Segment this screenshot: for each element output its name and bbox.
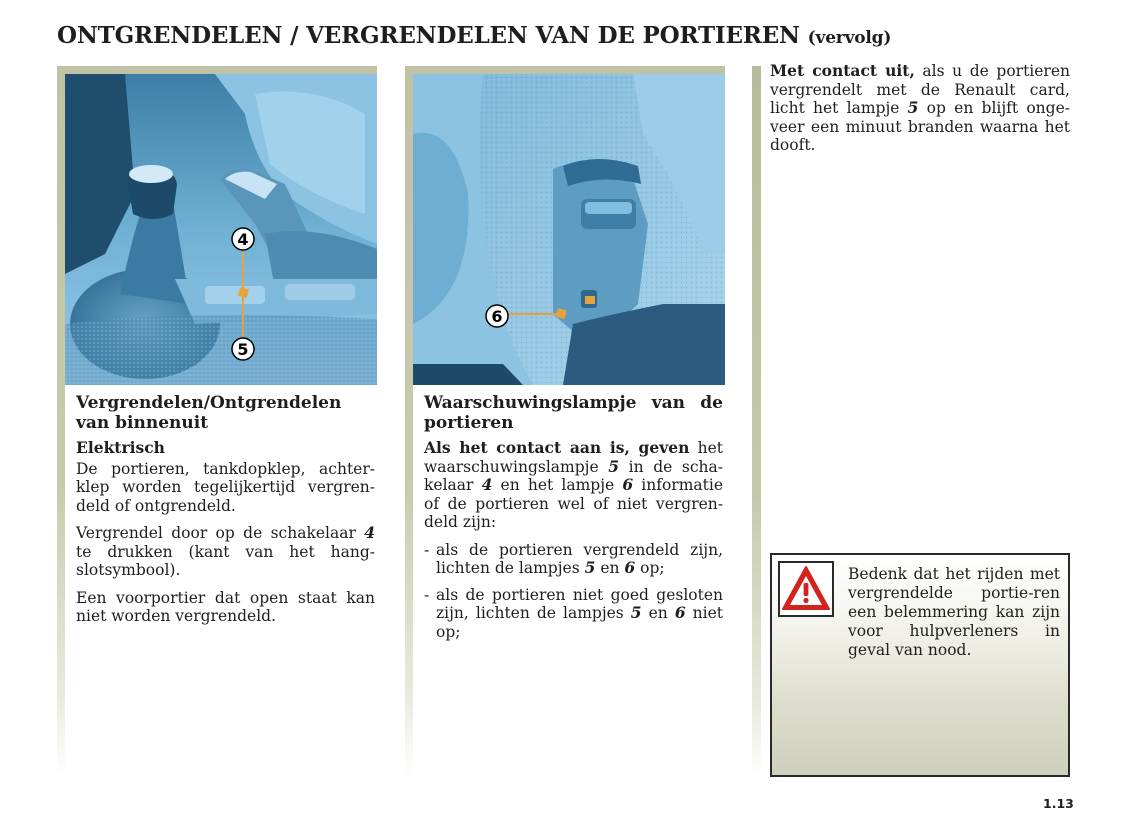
paragraph-lock-switch	[76, 524, 375, 580]
column-sidebar	[405, 66, 413, 778]
column-interior-locking	[57, 66, 377, 778]
list-item	[424, 541, 723, 578]
text-span: op;	[635, 559, 665, 577]
paragraph-contact-on	[424, 439, 723, 532]
paragraph-contact-off	[770, 62, 1070, 155]
list-item	[424, 586, 723, 642]
text-span: het waarschuwingslampje	[424, 439, 724, 476]
page-title-continued: (vervolg)	[807, 28, 892, 48]
text-span: en	[641, 604, 675, 622]
column-2-text	[424, 393, 723, 649]
paragraph-open-door-note: Een voorportier dat open staat kan niet worden vergrendeld.	[76, 588, 375, 625]
reference-number: 4	[364, 523, 375, 542]
column-3-text	[770, 62, 1070, 164]
text-span: als u de portieren vergrendelt met de Renault card, licht het lampje	[770, 62, 1070, 117]
text-span: Vergrendel door op de schakelaar	[76, 524, 365, 542]
text-span: niet op;	[436, 604, 724, 641]
page-title-main: ONTGRENDELEN / VERGRENDELEN VAN DE PORTIEREN	[57, 22, 800, 49]
column-1-text	[76, 393, 375, 635]
section-heading-warning-lamp: Waarschuwingslampje van de portieren	[424, 393, 723, 433]
text-span: in de scha-kelaar	[424, 457, 723, 494]
paragraph-central-locking: De portieren, tankdopklep, achter-klep worden tegelijkertijd vergren-deld of ontgrendeld.	[76, 459, 375, 515]
photo-door-warning-lamp	[413, 74, 725, 385]
warning-triangle-icon	[780, 563, 832, 615]
column-sidebar	[57, 66, 65, 778]
reference-number: 5	[907, 98, 919, 117]
reference-number: 5	[630, 603, 642, 622]
reference-number: 4	[481, 475, 493, 494]
warning-text: Bedenk dat het rijden met vergrendelde portie-ren een belemmering kan zijn voor hulpverleners in geval van nood.	[848, 565, 1060, 659]
reference-number: 5	[584, 558, 596, 577]
page-number: 1.13	[1043, 796, 1074, 811]
text-span: als de portieren niet goed gesloten zijn, lichten de lampjes	[436, 585, 723, 622]
photo-gear-lever-console	[65, 74, 377, 385]
column-topbar	[57, 66, 377, 74]
subheading-electric: Elektrisch	[76, 438, 165, 457]
text-span: op en blijft onge-veer een minuut branden waarna het dooft.	[770, 99, 1070, 154]
warning-icon-frame	[778, 561, 834, 617]
reference-number: 6	[674, 603, 686, 622]
reference-number: 6	[624, 558, 636, 577]
lamp-status-list	[424, 541, 723, 642]
reference-number: 6	[622, 475, 634, 494]
text-span: als de portieren vergrendeld zijn, lichten de lampjes	[436, 540, 723, 577]
callout-label-4: 4	[237, 230, 249, 249]
page-title	[57, 22, 891, 49]
text-span: en het lampje	[492, 476, 623, 494]
callout-label-5: 5	[237, 340, 249, 359]
section-heading-interior-locking: Vergrendelen/Ontgrendelen van binnenuit	[76, 393, 342, 433]
rear-console-illustration	[413, 74, 725, 385]
reference-number: 5	[608, 456, 620, 476]
column-sidebar	[752, 66, 761, 778]
warning-box	[770, 553, 1070, 777]
text-span: te drukken (kant van het hang-slotsymbool).	[76, 542, 375, 579]
column-topbar	[405, 66, 725, 74]
text-span: informatie of de portieren wel of niet vergren-deld zijn:	[424, 476, 723, 531]
bold-lead: Met contact uit,	[770, 61, 915, 80]
text-span: en	[595, 559, 625, 577]
gear-console-illustration	[65, 74, 377, 385]
column-warning-lamp	[405, 66, 725, 778]
bold-lead: Als het contact aan is, geven	[424, 438, 690, 457]
callout-label-6: 6	[491, 307, 503, 326]
